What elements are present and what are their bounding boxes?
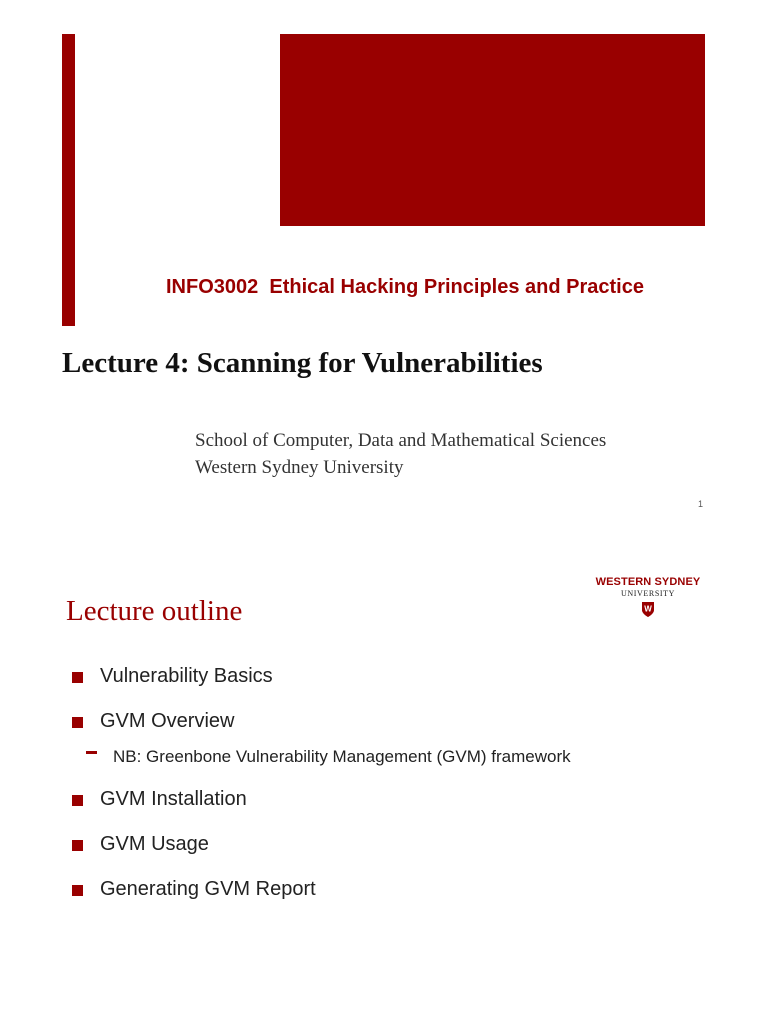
square-bullet-icon xyxy=(72,717,83,728)
accent-bar xyxy=(62,34,75,326)
affiliation-school: School of Computer, Data and Mathematical Sciences xyxy=(195,430,607,451)
square-bullet-icon xyxy=(72,795,83,806)
affiliation-university: Western Sydney University xyxy=(195,457,404,478)
sub-list-item-label: NB: Greenbone Vulnerability Management (GVM) framework xyxy=(113,747,571,766)
slide-number: 1 xyxy=(698,499,704,509)
svg-text:W: W xyxy=(644,604,652,614)
square-bullet-icon xyxy=(72,885,83,896)
dash-bullet-icon xyxy=(86,751,97,754)
course-title: INFO3002 Ethical Hacking Principles and Practice xyxy=(166,276,644,298)
list-item-label: GVM Overview xyxy=(100,710,235,732)
square-bullet-icon xyxy=(72,840,83,851)
list-item-label: GVM Installation xyxy=(100,788,247,810)
lecture-title: Lecture 4: Scanning for Vulnerabilities xyxy=(62,347,543,379)
outline-heading: Lecture outline xyxy=(66,595,243,627)
title-banner xyxy=(280,34,705,226)
logo-line-university: UNIVERSITY xyxy=(621,589,675,598)
list-item-label: Vulnerability Basics xyxy=(100,665,273,687)
university-logo xyxy=(594,576,702,622)
list-item-label: GVM Usage xyxy=(100,833,209,855)
square-bullet-icon xyxy=(72,672,83,683)
list-item-label: Generating GVM Report xyxy=(100,878,316,900)
university-shield-icon xyxy=(641,601,655,623)
logo-line-western-sydney: WESTERN SYDNEY xyxy=(595,576,701,588)
affiliation xyxy=(195,427,606,481)
